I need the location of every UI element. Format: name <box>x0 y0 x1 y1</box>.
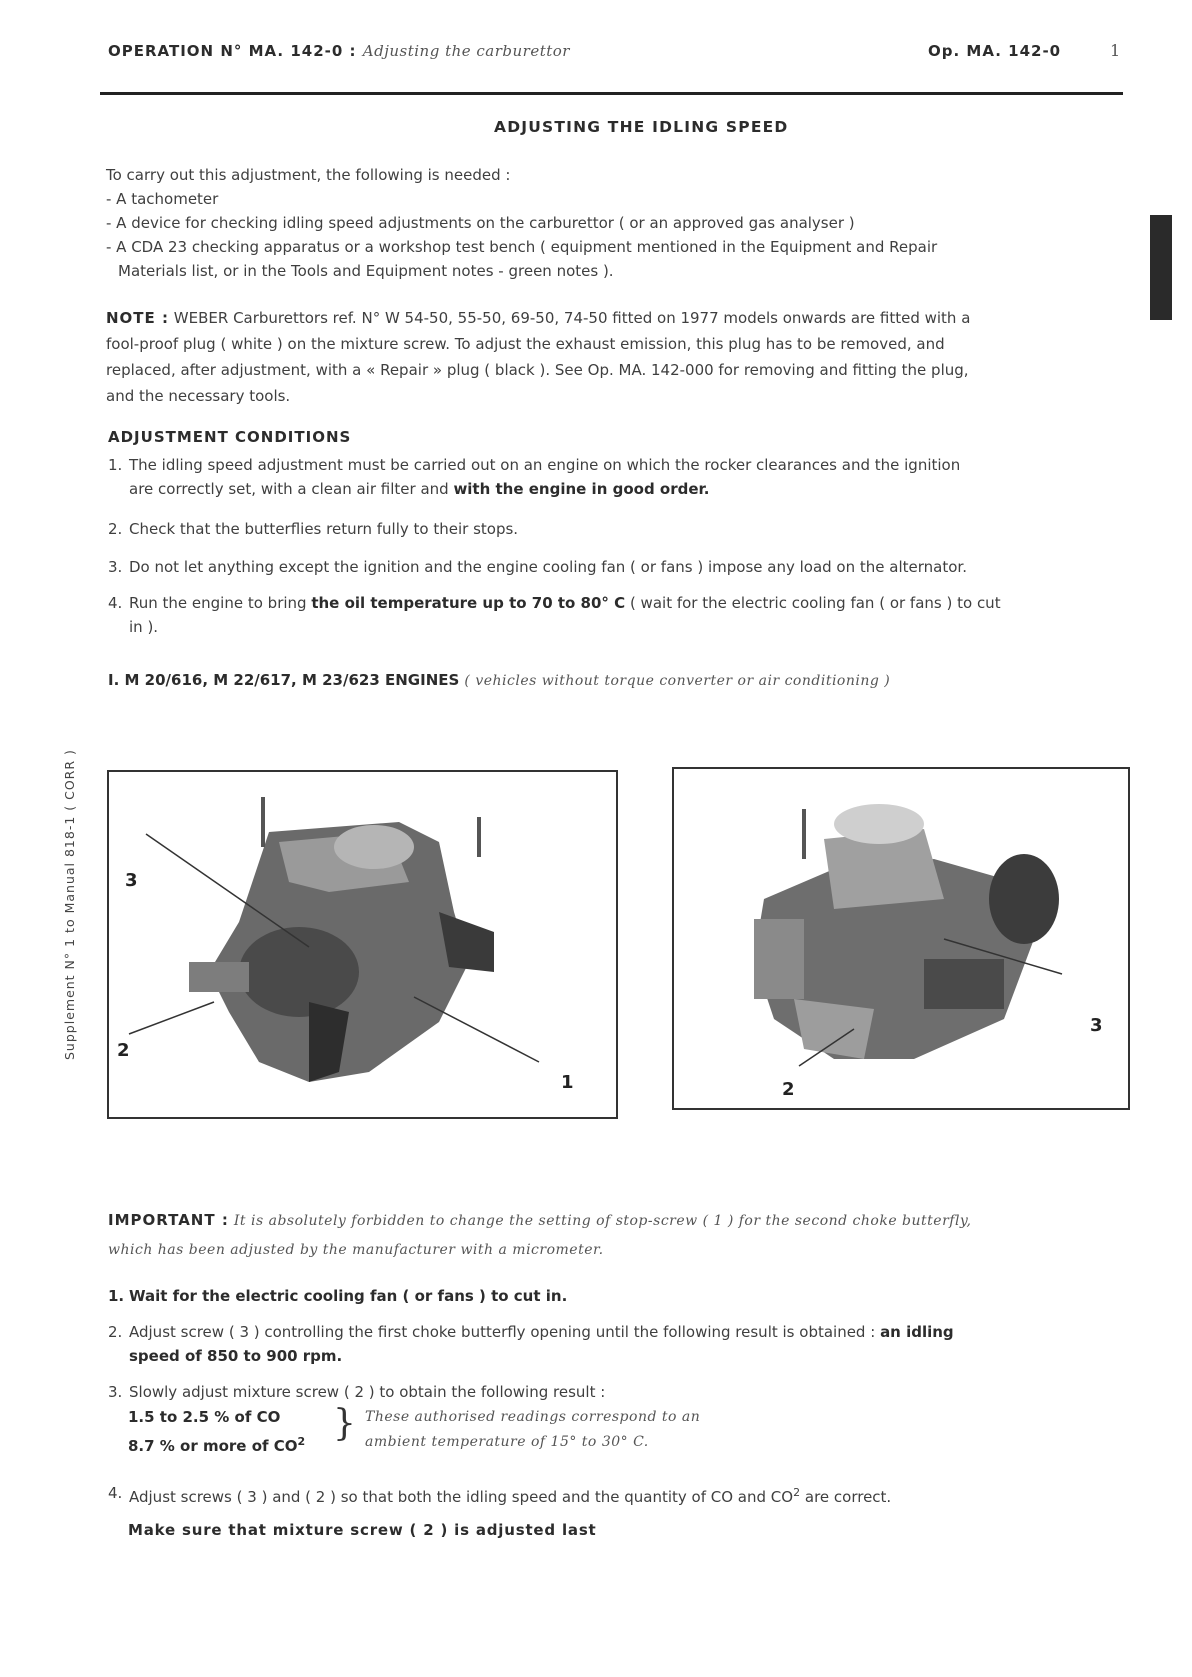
brace: } <box>333 1403 356 1444</box>
op-code: Op. MA. 142-0 <box>928 42 1062 60</box>
condition-item: 4. Run the engine to bring the oil temperature up to 70 to 80° C ( wait for the electric cooling fan ( or fans ) to cut in ). <box>108 594 1001 636</box>
condition-item: 3. Do not let anything except the ignition and the engine cooling fan ( or fans ) impose any load on the alternator. <box>108 558 967 576</box>
carburettor-photo-left <box>107 770 618 1119</box>
engines-heading: I. M 20/616, M 22/617, M 23/623 ENGINES ( vehicles without torque converter or air conditioning ) <box>108 671 891 689</box>
step-item: 2. Adjust screw ( 3 ) controlling the first choke butterfly opening until the following result is obtained : an idling speed of 850 to 900 rpm. <box>108 1323 954 1365</box>
intro-item: Materials list, or in the Tools and Equipment notes - green notes ). <box>118 262 614 280</box>
step-item: 1. Wait for the electric cooling fan ( or fans ) to cut in. <box>108 1287 568 1305</box>
carburettor-photo-right <box>672 767 1130 1110</box>
callout-3: 3 <box>1090 1015 1103 1036</box>
header-rule <box>100 92 1123 95</box>
thumb-tab-marker <box>1150 215 1172 320</box>
note-line: WEBER Carburettors ref. N° W 54-50, 55-50, 69-50, 74-50 fitted on 1977 models onwards are fitted with a <box>173 309 971 327</box>
page-title: ADJUSTING THE IDLING SPEED <box>494 118 789 136</box>
side-label: Supplement N° 1 to Manual 818-1 ( CORR ) <box>62 749 77 1060</box>
condition-item: 1. The idling speed adjustment must be carried out on an engine on which the rocker clearances and the ignition are correctly set, with a clean air filter and with the engine in good order. <box>108 456 961 498</box>
important-note: IMPORTANT : It is absolutely forbidden to change the setting of stop-screw ( 1 ) for the second choke butterfly, which has been adjusted by the manufacturer with a micrometer. <box>108 1211 972 1258</box>
intro-lead: To carry out this adjustment, the following is needed : <box>106 166 511 184</box>
note-line: replaced, after adjustment, with a « Repair » plug ( black ). See Op. MA. 142-000 for removing and fitting the plug, <box>106 361 969 379</box>
readings-note-line: These authorised readings correspond to an <box>365 1409 701 1425</box>
final-instruction: Make sure that mixture screw ( 2 ) is adjusted last <box>128 1521 597 1539</box>
intro-item: - A tachometer <box>106 190 219 208</box>
callout-3: 3 <box>125 870 138 891</box>
callout-2: 2 <box>782 1079 795 1100</box>
carburettor-illustration-right <box>674 769 1128 1108</box>
callout-1: 1 <box>561 1072 574 1093</box>
note-line: fool-proof plug ( white ) on the mixture screw. To adjust the exhaust emission, this plug has to be removed, and <box>106 335 945 353</box>
conditions-heading: ADJUSTMENT CONDITIONS <box>108 428 352 446</box>
step-item: 4. Adjust screws ( 3 ) and ( 2 ) so that both the idling speed and the quantity of CO and $CO^2$ are correct. <box>108 1484 892 1506</box>
note-section <box>106 305 1126 409</box>
step-item: 3. Slowly adjust mixture screw ( 2 ) to obtain the following result : <box>108 1383 606 1401</box>
readings-note-line: ambient temperature of 15° to 30° C. <box>365 1434 649 1450</box>
carburettor-illustration-left <box>109 772 616 1117</box>
intro-item: - A CDA 23 checking apparatus or a workshop test bench ( equipment mentioned in the Equipment and Repair <box>106 238 938 256</box>
operation-title: Adjusting the carburettor <box>362 42 570 60</box>
note-label: NOTE : <box>106 309 170 327</box>
intro-item: - A device for checking idling speed adjustments on the carburettor ( or an approved gas analyser ) <box>106 214 855 232</box>
running-header <box>108 42 570 60</box>
note-line: and the necessary tools. <box>106 387 291 405</box>
operation-number: OPERATION N° MA. 142-0 : <box>108 42 357 60</box>
intro-section <box>106 163 1126 283</box>
co2-reading: 8.7 % or more of $CO^2$ <box>128 1435 306 1455</box>
condition-item: 2. Check that the butterflies return fully to their stops. <box>108 520 519 538</box>
callout-2: 2 <box>117 1040 130 1061</box>
co-reading: 1.5 to 2.5 % of CO <box>128 1408 281 1426</box>
page-number: 1 <box>1110 41 1121 60</box>
important-label: IMPORTANT : <box>108 1211 229 1229</box>
